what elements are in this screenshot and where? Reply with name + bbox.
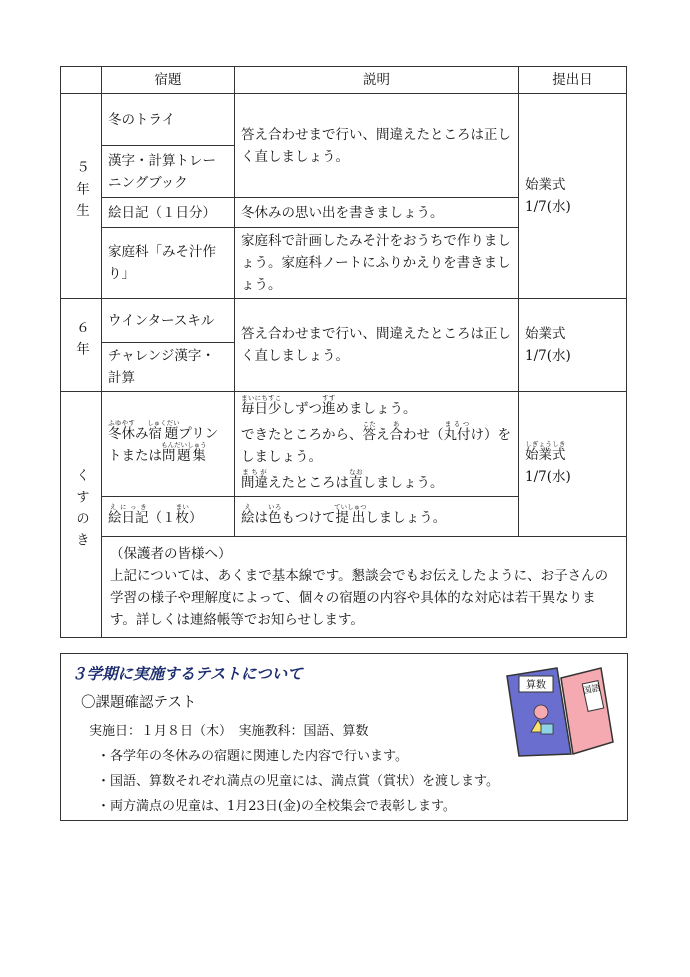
test-bullet: ・各学年の冬休みの宿題に関連した内容で行います。 — [97, 749, 408, 764]
homework-table — [60, 66, 627, 638]
table-row — [61, 94, 627, 146]
grade-5-label: ５年生 — [61, 94, 102, 299]
test-subtitle: 〇課題確認テスト — [81, 695, 197, 711]
due-label: 始業式 — [525, 326, 566, 342]
homework-description: 毎日まいにち少すこしずつ進すすめましょう。 できたところから、答こたえ合あわせ（丸付まるつけ）をしましょう。 間違まちがえたところは直なおしましょう。 — [235, 392, 519, 497]
homework-description: 絵えは色いろもつけて提出ていしゅつしましょう。 — [235, 497, 519, 537]
due-label: 始業式しぎょうしき — [525, 440, 566, 463]
homework-name: チャレンジ漢字・計算 — [102, 343, 235, 392]
homework-name: 冬休ふゆやすみ宿題しゅくだいプリントまたは問題集もんだいしゅう — [102, 392, 235, 497]
due-date: 1/7(水) — [525, 348, 571, 364]
homework-description: 家庭科で計画したみそ汁をおうちで作りましょう。家庭科ノートにふりかえりを書きましょう。 — [235, 228, 519, 299]
homework-name: 冬のトライ — [102, 94, 235, 146]
test-info-box — [60, 653, 628, 821]
due-date: 1/7(水) — [525, 469, 571, 485]
note-body: 上記については、あくまで基本線です。懇談会でもお伝えしたように、お子さんの学習の様子や理解度によって、個々の宿題の内容や具体的な対応は若干異なります。詳しくは連絡帳等でお知らせします。 — [110, 568, 609, 628]
due-date-cell — [519, 94, 627, 299]
table-row — [61, 537, 627, 638]
homework-name: 漢字・計算トレーニングブック — [102, 146, 235, 198]
homework-description: 答え合わせまで行い、間違えたところは正しく直しましょう。 — [235, 299, 519, 392]
test-section-title: ３学期に実施するテストについて — [71, 665, 303, 683]
table-row — [61, 299, 627, 343]
homework-name: ウインタースキル — [102, 299, 235, 343]
kusunoki-label: くすのき — [61, 392, 102, 638]
homework-name: 絵日記えにっき（１枚まい） — [102, 497, 235, 537]
test-bullet: ・両方満点の児童は、1月23日(金)の全校集会で表彰します。 — [97, 799, 456, 814]
due-date: 1/7(水) — [525, 199, 571, 215]
test-bullet: ・国語、算数それぞれ満点の児童には、満点賞（賞状）を渡します。 — [97, 774, 499, 789]
grade-6-label: ６年 — [61, 299, 102, 392]
header-blank — [61, 67, 102, 94]
homework-description: 答え合わせまで行い、間違えたところは正しく直しましょう。 — [235, 94, 519, 198]
textbooks-illustration — [501, 662, 623, 758]
due-label: 始業式 — [525, 177, 566, 193]
header-homework: 宿題 — [102, 67, 235, 94]
homework-description: 冬休みの思い出を書きましょう。 — [235, 198, 519, 228]
parent-note — [102, 537, 627, 638]
header-description: 説明 — [235, 67, 519, 94]
due-date-cell — [519, 299, 627, 392]
japanese-book-label: 国語 — [581, 683, 602, 697]
header-due-date: 提出日 — [519, 67, 627, 94]
header-row — [61, 67, 627, 94]
test-date-line: 実施日：１月８日（木） 実施教科：国語、算数 — [89, 724, 369, 739]
math-book-label: 算数 — [526, 680, 546, 691]
due-date-cell — [519, 392, 627, 537]
homework-name: 家庭科「みそ汁作り」 — [102, 228, 235, 299]
homework-name: 絵日記（１日分） — [102, 198, 235, 228]
note-title: （保護者の皆様へ） — [110, 546, 232, 562]
table-row — [61, 392, 627, 497]
